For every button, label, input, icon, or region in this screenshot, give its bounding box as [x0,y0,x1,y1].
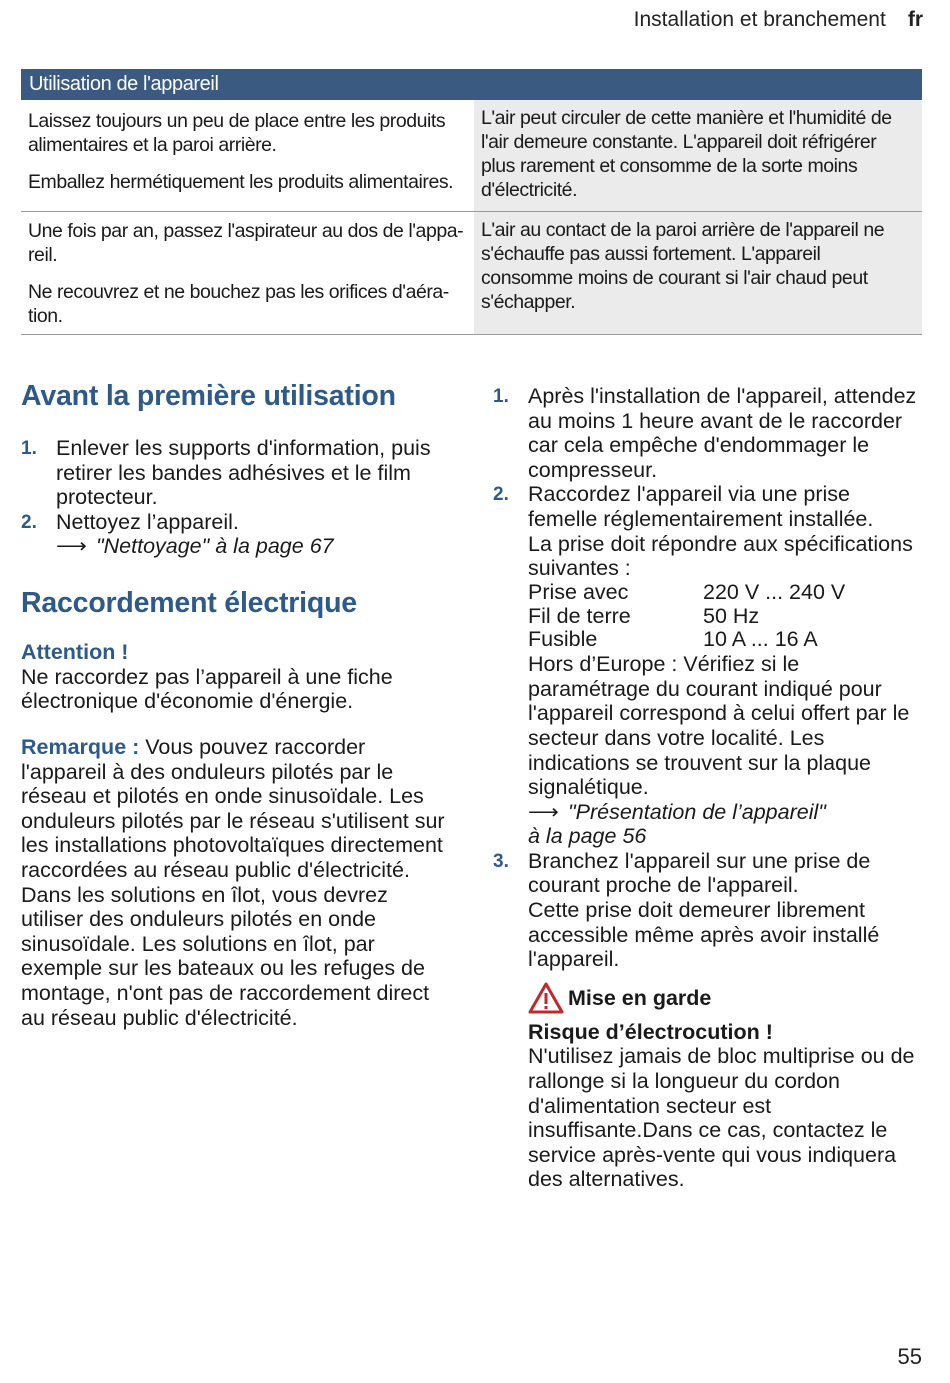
page-number: 55 [897,1344,922,1369]
running-header [634,8,923,32]
table-cell: L'air peut circuler de cette manière et l'humidité de l'air demeure constante. L'appareil doit réfrigérer plus rarement et consomme de la sorte moins d'électricité. [474,100,922,211]
section-title: Installation et branchement [633,8,886,31]
connection-steps [493,384,921,1192]
warning-subtitle: Risque d’électrocution ! [528,1019,773,1044]
step-number: 1. [493,386,509,407]
spec-value: 220 V ... 240 V [703,579,846,604]
warning-triangle-icon [528,982,564,1014]
list-item [21,436,461,510]
table-cell: Laissez toujours un peu de place entre les produits alimentaires et la paroi arrière. [21,103,474,165]
spec-label: Fusible [528,627,598,652]
spec-label: Prise avec [528,579,629,604]
table-header: Utilisation de l'appareil [21,69,922,100]
step-number: 1. [21,438,37,459]
arrow-icon: ⟶ [56,534,87,559]
warning-title-row [528,982,921,1014]
step-number: 3. [493,850,509,872]
step-subtext: La prise doit répondre aux spécifications suivantes : [528,531,913,581]
section-heading-first-use: Avant la première utilisation [21,380,396,412]
note-text: Vous pouvez raccorder l'appareil à des onduleurs pilotés par le réseau et pilotés en onde sinusoïdale. Les onduleurs pilotés par le réseau s'utilisent sur les installations photovoltaïques directement raccordées au réseau public d'électricité. Dans les solutions en îlot, vous devrez utiliser des onduleurs pilotés en onde sinusoïdale. Les solutions en îlot, par exemple sur les bateaux ou les refuges de montage, n'ont pas de raccordement direct au réseau public d'électricité. [21,735,445,1030]
cross-reference-link[interactable]: "Présentation de l’appareil" [568,799,826,824]
step-subtext: Hors d’Europe : Vérifiez si le paramétrage du courant indiqué pour l'appareil correspond à celui offert par le secteur dans votre localité. Les indications se trouvent sur la plaque signalétique. [528,652,910,800]
step-text: Après l'installation de l'appareil, attendez au moins 1 heure avant de le raccorder car cela empêche d'endommager le compresseur. [528,384,917,482]
section-heading-electrical: Raccordement électrique [21,587,357,619]
first-use-steps [21,436,461,559]
note-block [21,735,453,1030]
attention-label: Attention ! [21,640,129,664]
table-row [528,605,845,629]
warning-block [493,982,921,1192]
list-item [493,849,921,972]
step-number: 2. [493,484,509,506]
cross-reference-link[interactable]: "Nettoyage" à la page 67 [96,534,334,559]
row-divider [21,334,922,335]
step-text: Branchez l'appareil sur une prise de courant proche de l'appareil. [528,848,871,898]
list-item [21,510,461,559]
warning-text: N'utilisez jamais de bloc multiprise ou de rallonge si la longueur du cordon d'alimentation secteur est insuffisante.Dans ce cas, contactez le service après-vente qui vous indiquera des alternatives. [528,1044,915,1192]
spec-value: 10 A ... 16 A [703,627,818,652]
step-text: Enlever les supports d'information, puis retirer les bandes adhésives et le film protecteur. [56,436,431,510]
attention-block [21,640,451,714]
cross-reference-page[interactable]: à la page 56 [528,824,647,849]
spec-table [528,581,845,652]
warning-title: Mise en garde [568,985,712,1010]
step-number: 2. [21,511,37,533]
table-row [528,628,845,652]
attention-text: Ne raccordez pas l’appareil à une fiche électronique d'économie d'énergie. [21,664,393,714]
language-code: fr [907,8,923,31]
table-cell: Emballez hermétiquement les produits alimentaires. [21,162,474,210]
arrow-icon: ⟶ [528,799,559,824]
table-cell: Ne recouvrez et ne bouchez pas les orifices d'aéra-tion. [21,274,474,334]
list-item [493,384,921,482]
table-cell: Une fois par an, passez l'aspirateur au dos de l'appa-reil. [21,213,474,275]
list-item [493,482,921,849]
table-cell: L'air au contact de la paroi arrière de l'appareil ne s'échauffe pas aussi fortement. L'appareil consomme moins de courant si l'air chaud peut s'échapper. [474,212,922,334]
step-text: Raccordez l'appareil via une prise femelle réglementairement installée. [528,482,874,531]
table-row [528,581,845,605]
step-subtext: Cette prise doit demeurer librement accessible même après avoir installé l'appareil. [528,898,880,972]
spec-value: 50 Hz [703,603,760,628]
note-label: Remarque : [21,735,140,759]
step-text: Nettoyez l’appareil. [56,509,239,534]
spec-label: Fil de terre [528,603,631,628]
